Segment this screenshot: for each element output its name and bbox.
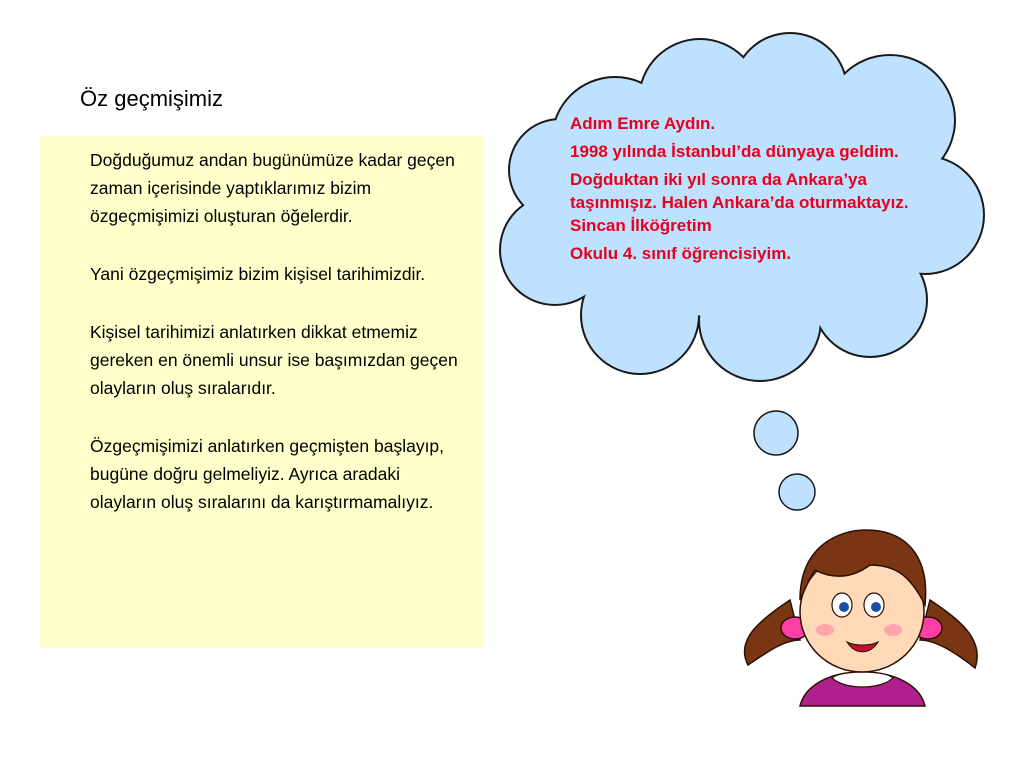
- paragraph-3: Kişisel tarihimizi anlatırken dikkat etmemiz gereken en önemli unsur ise başımızdan geçen olayların oluş sıralarıdır.: [90, 322, 458, 398]
- slide-title: Öz geçmişimiz: [80, 86, 224, 111]
- paragraph-2: Yani özgeçmişimiz bizim kişisel tarihimizdir.: [90, 264, 426, 284]
- bubble-line-4: Okulu 4. sınıf öğrencisiyim.: [570, 244, 792, 263]
- bubble-line-1: Adım Emre Aydın.: [570, 114, 716, 133]
- paragraph-4: Özgeçmişimizi anlatırken geçmişten başlayıp, bugüne doğru gelmeliyiz. Ayrıca aradaki olayların oluş sıralarını da karıştırmamalıyız.: [90, 436, 445, 512]
- bubble-line-2: 1998 yılında İstanbul’da dünyaya geldim.: [570, 142, 899, 161]
- bubble-line-3: Doğduktan iki yıl sonra da Ankara’ya taşınmışız. Halen Ankara’da oturmaktayız. Sincan İlköğretim: [570, 170, 909, 235]
- paragraph-1: Doğduğumuz andan bugünümüze kadar geçen zaman içerisinde yaptıklarımız bizim özgeçmişimizi oluşturan öğelerdir.: [90, 150, 455, 226]
